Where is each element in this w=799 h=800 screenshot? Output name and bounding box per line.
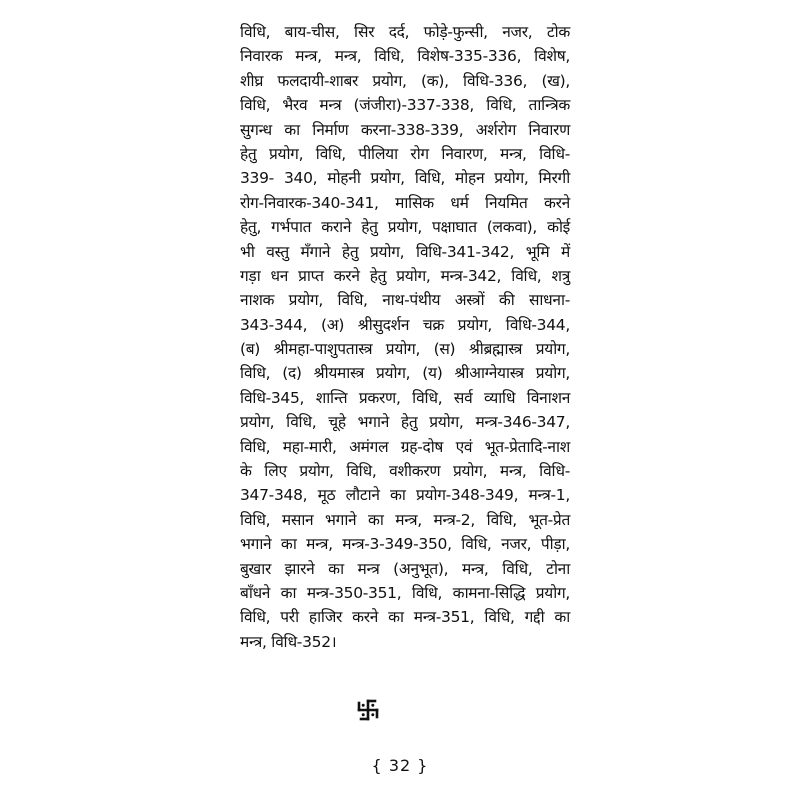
text-line: प्रयोग, विधि, चूहे भगाने हेतु प्रयोग, मन्त्र-346-347, (240, 413, 570, 432)
text-line: विधि, (द) श्रीयमास्त्र प्रयोग, (य) श्रीआग्नेयास्त्र प्रयोग, (240, 364, 570, 383)
text-line: हेतु प्रयोग, विधि, पीलिया रोग निवारण, मन्त्र, विधि- (240, 144, 570, 163)
text-line: शीघ्र फलदायी-शाबर प्रयोग, (क), विधि-336, (ख), (240, 71, 570, 90)
text-line: रोग-निवारक-340-341, मासिक धर्म नियमित करने (240, 193, 570, 212)
text-line: विधि, महा-मारी, अमंगल ग्रह-दोष एवं भूत-प्रेतादि-नाश (240, 437, 570, 456)
page-number: { 32 } (371, 756, 429, 775)
text-line-last: मन्त्र, विधि-352। (240, 632, 337, 651)
text-line: नाशक प्रयोग, विधि, नाथ-पंथीय अस्त्रों की साधना- (240, 291, 570, 310)
text-line: बाँधने का मन्त्र-350-351, विधि, कामना-सिद्धि प्रयोग, (240, 583, 570, 602)
text-line: 343-344, (अ) श्रीसुदर्शन चक्र प्रयोग, विधि-344, (240, 315, 570, 334)
text-line: विधि, बाय-चीस, सिर दर्द, फोड़े-फुन्सी, नजर, टोक (240, 23, 570, 41)
text-line: विधि-345, शान्ति प्रकरण, विधि, सर्व व्याधि विनाशन (240, 388, 570, 407)
text-line: के लिए प्रयोग, विधि, वशीकरण प्रयोग, मन्त्र, विधि- (240, 462, 570, 481)
text-line: बुखार झारने का मन्त्र (अनुभूत), मन्त्र, विधि, टोना (240, 559, 570, 578)
text-line: गड़ा धन प्राप्त करने हेतु प्रयोग, मन्त्र-342, विधि, शत्रु (240, 266, 570, 285)
text-line: 347-348, मूठ लौटाने का प्रयोग-348-349, मन्त्र-1, (240, 486, 570, 505)
text-line: हेतु, गर्भपात कराने हेतु प्रयोग, पक्षाघात (लकवा), कोई (240, 218, 570, 237)
text-line: भगाने का मन्त्र, मन्त्र-3-349-350, विधि, नजर, पीड़ा, (240, 535, 570, 554)
text-line: सुगन्ध का निर्माण करना-338-339, अर्शरोग निवारण (240, 120, 570, 139)
text-line: 339- 340, मोहनी प्रयोग, विधि, मोहन प्रयोग, मिरगी (240, 169, 570, 188)
text-line: निवारक मन्त्र, मन्त्र, विधि, विशेष-335-336, विशेष, (240, 47, 570, 66)
text-line: विधि, मसान भगाने का मन्त्र, मन्त्र-2, विधि, भूत-प्रेत (240, 510, 570, 529)
text-line: (ब) श्रीमहा-पाशुपतास्त्र प्रयोग, (स) श्रीब्रह्मास्त्र प्रयोग, (240, 340, 570, 359)
index-text-block (240, 20, 570, 654)
swastika-icon (356, 698, 380, 722)
text-line: भी वस्तु मँगाने हेतु प्रयोग, विधि-341-342, भूमि में (240, 242, 570, 261)
text-line: विधि, परी हाजिर करने का मन्त्र-351, विधि, गद्दी का (240, 608, 570, 627)
text-line: विधि, भैरव मन्त्र (जंजीरा)-337-338, विधि, तान्त्रिक (240, 96, 570, 115)
